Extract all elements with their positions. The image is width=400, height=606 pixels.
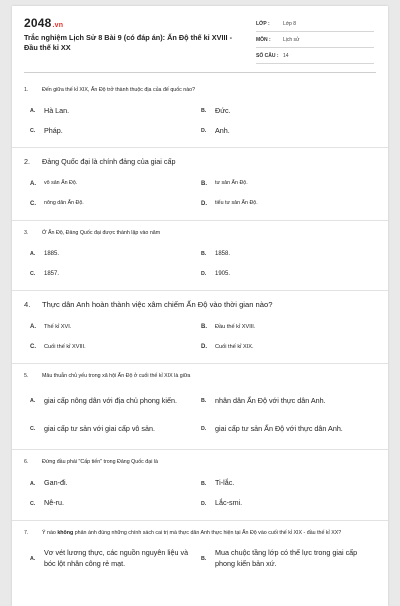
question-number: 4. — [24, 300, 31, 309]
option-b[interactable] — [201, 474, 378, 494]
option-text: Pháp. — [44, 125, 63, 135]
option-letter: A. — [30, 324, 36, 331]
document-title: Trắc nghiệm Lịch Sử 8 Bài 9 (có đáp án): Ấn Độ thế kỉ XVIII - Đầu thế kỉ XX — [24, 33, 233, 52]
option-text: Gan-đi. — [44, 478, 68, 488]
option-letter: B. — [201, 480, 207, 487]
logo-main: 2048 — [24, 16, 52, 30]
logo-suffix: .vn — [52, 22, 64, 29]
option-text: 1858. — [215, 250, 231, 257]
option-text: Vơ vét lương thực, các nguồn nguyên liệu và bóc lột nhân công rẻ mạt. — [44, 548, 189, 568]
meta-label: LỚP : — [256, 20, 270, 27]
question-text-emphasis: không — [57, 529, 74, 536]
option-b[interactable] — [201, 174, 378, 194]
option-b[interactable] — [201, 544, 378, 574]
question-text: Ở Ấn Độ, Đảng Quốc đại được thành lập vào năm — [42, 229, 161, 236]
meta-value: Lớp 8 — [283, 20, 297, 27]
question-number: 1. — [24, 87, 29, 93]
option-c[interactable] — [24, 337, 201, 357]
question-6 — [12, 450, 388, 520]
option-text: Cuối thế kỉ XVIII. — [44, 344, 86, 351]
question-text: Thực dân Anh hoàn thành việc xâm chiếm Ấn Độ vào thời gian nào? — [42, 300, 273, 309]
question-text: Đảng Quốc đại là chính đảng của giai cấp — [42, 157, 176, 167]
option-text: giai cấp tư sản Ấn Độ với thực dân Anh. — [215, 424, 343, 434]
option-text: tiểu tư sản Ấn Độ. — [215, 200, 258, 207]
option-letter: D. — [201, 200, 207, 207]
option-c[interactable] — [24, 194, 201, 214]
question-text: Đến giữa thế kỉ XIX, Ấn Độ trở thành thuộc địa của đế quốc nào? — [42, 87, 196, 93]
option-text: Hà Lan. — [44, 105, 70, 115]
site-logo[interactable] — [24, 16, 63, 30]
option-letter: C. — [30, 426, 36, 433]
question-text: Đứng đầu phái "Cấp tiến" trong Đảng Quốc đại là — [42, 459, 158, 466]
option-text: Anh. — [215, 125, 230, 135]
question-text: Mâu thuẫn chủ yếu trong xã hội Ấn Độ ở cuối thế kỉ XIX là giữa — [42, 373, 191, 380]
option-letter: D. — [201, 128, 207, 135]
option-c[interactable] — [24, 264, 201, 284]
question-options — [24, 174, 378, 220]
option-letter: A. — [30, 555, 36, 562]
question-number: 3. — [24, 229, 29, 236]
question-options — [24, 387, 378, 449]
question-3 — [12, 221, 388, 291]
option-a[interactable] — [24, 317, 201, 337]
option-letter: D. — [201, 271, 207, 277]
meta-row-class — [256, 16, 374, 32]
option-b[interactable] — [201, 244, 378, 264]
option-letter: A. — [30, 108, 36, 115]
question-options — [24, 544, 378, 580]
option-letter: B. — [201, 398, 207, 405]
meta-label: MÔN : — [256, 36, 271, 43]
option-letter: B. — [201, 324, 207, 331]
question-text — [42, 530, 378, 537]
option-d[interactable] — [201, 494, 378, 514]
option-text: Đức. — [215, 105, 231, 115]
question-5 — [12, 364, 388, 450]
document-header — [12, 6, 388, 72]
option-a[interactable] — [24, 174, 201, 194]
option-b[interactable] — [201, 317, 378, 337]
option-text: Mua chuộc tầng lớp có thế lực trong giai cấp phong kiến bản xứ. — [215, 548, 358, 568]
option-b[interactable] — [201, 101, 378, 121]
option-letter: A. — [30, 480, 36, 487]
question-options — [24, 101, 378, 147]
meta-value: 14 — [283, 52, 289, 59]
option-letter: C. — [30, 500, 36, 507]
question-2 — [12, 148, 388, 221]
meta-row-subject — [256, 32, 374, 48]
meta-label: SỐ CÂU : — [256, 52, 279, 59]
option-d[interactable] — [201, 194, 378, 214]
question-7 — [12, 521, 388, 580]
option-a[interactable] — [24, 544, 201, 574]
option-text: Nê-ru. — [44, 498, 64, 508]
option-letter: A. — [30, 180, 36, 187]
option-text: Thế kỉ XVI. — [44, 324, 72, 331]
option-text: 1905. — [215, 270, 231, 277]
question-text-pre: Ý nào — [42, 529, 58, 536]
option-c[interactable] — [24, 415, 201, 443]
option-a[interactable] — [24, 101, 201, 121]
option-text: Lắc-smi. — [215, 498, 243, 508]
question-text-post: phản ánh đúng những chính sách cai trị mà thực dân Anh thực hiện tại Ấn Độ vào cuối thế kỉ XIX - đầu thế kỉ XX? — [73, 529, 342, 536]
question-number: 5. — [24, 373, 29, 380]
option-d[interactable] — [201, 121, 378, 141]
question-options — [24, 244, 378, 290]
question-options — [24, 474, 378, 520]
meta-row-count — [256, 48, 374, 64]
question-number: 6. — [24, 459, 29, 466]
option-letter: D. — [201, 426, 207, 433]
option-text: giai cấp tư sản với giai cấp vô sản. — [44, 424, 156, 434]
option-c[interactable] — [24, 121, 201, 141]
option-letter: D. — [201, 344, 207, 351]
option-letter: C. — [30, 128, 36, 135]
meta-value: Lịch sử — [283, 36, 300, 43]
option-text: 1857. — [44, 270, 60, 277]
option-text: tư sản Ấn Độ. — [215, 180, 248, 187]
option-d[interactable] — [201, 337, 378, 357]
option-letter: C. — [30, 344, 36, 351]
option-text: Ti-lắc. — [215, 478, 235, 488]
question-number: 2. — [24, 157, 30, 167]
question-options — [24, 317, 378, 363]
option-d[interactable] — [201, 415, 378, 443]
option-text: 1885. — [44, 250, 60, 257]
header-divider — [24, 72, 376, 73]
option-letter: D. — [201, 500, 207, 507]
option-d[interactable] — [201, 264, 378, 284]
option-a[interactable] — [24, 244, 201, 264]
option-b[interactable] — [201, 387, 378, 415]
option-letter: B. — [201, 251, 207, 257]
option-text: vô sản Ấn Độ. — [44, 180, 78, 187]
option-text: nhân dân Ấn Độ với thực dân Anh. — [215, 396, 326, 406]
option-text: nông dân Ấn Độ. — [44, 200, 84, 207]
question-list — [12, 78, 388, 580]
option-text: Cuối thế kỉ XIX. — [215, 344, 254, 351]
document-meta — [256, 16, 374, 64]
option-letter: A. — [30, 251, 36, 257]
question-number: 7. — [24, 529, 29, 536]
option-letter: B. — [201, 108, 207, 115]
document-page — [12, 6, 388, 606]
option-letter: B. — [201, 180, 207, 187]
question-4 — [12, 291, 388, 364]
option-letter: A. — [30, 398, 36, 405]
option-letter: C. — [30, 271, 36, 277]
option-c[interactable] — [24, 494, 201, 514]
option-text: giai cấp nông dân với địa chủ phong kiến. — [44, 396, 177, 406]
option-text: Đầu thế kỉ XVIII. — [215, 324, 256, 331]
question-1 — [12, 78, 388, 148]
option-letter: C. — [30, 200, 36, 207]
option-letter: B. — [201, 555, 207, 562]
option-a[interactable] — [24, 387, 201, 415]
option-a[interactable] — [24, 474, 201, 494]
